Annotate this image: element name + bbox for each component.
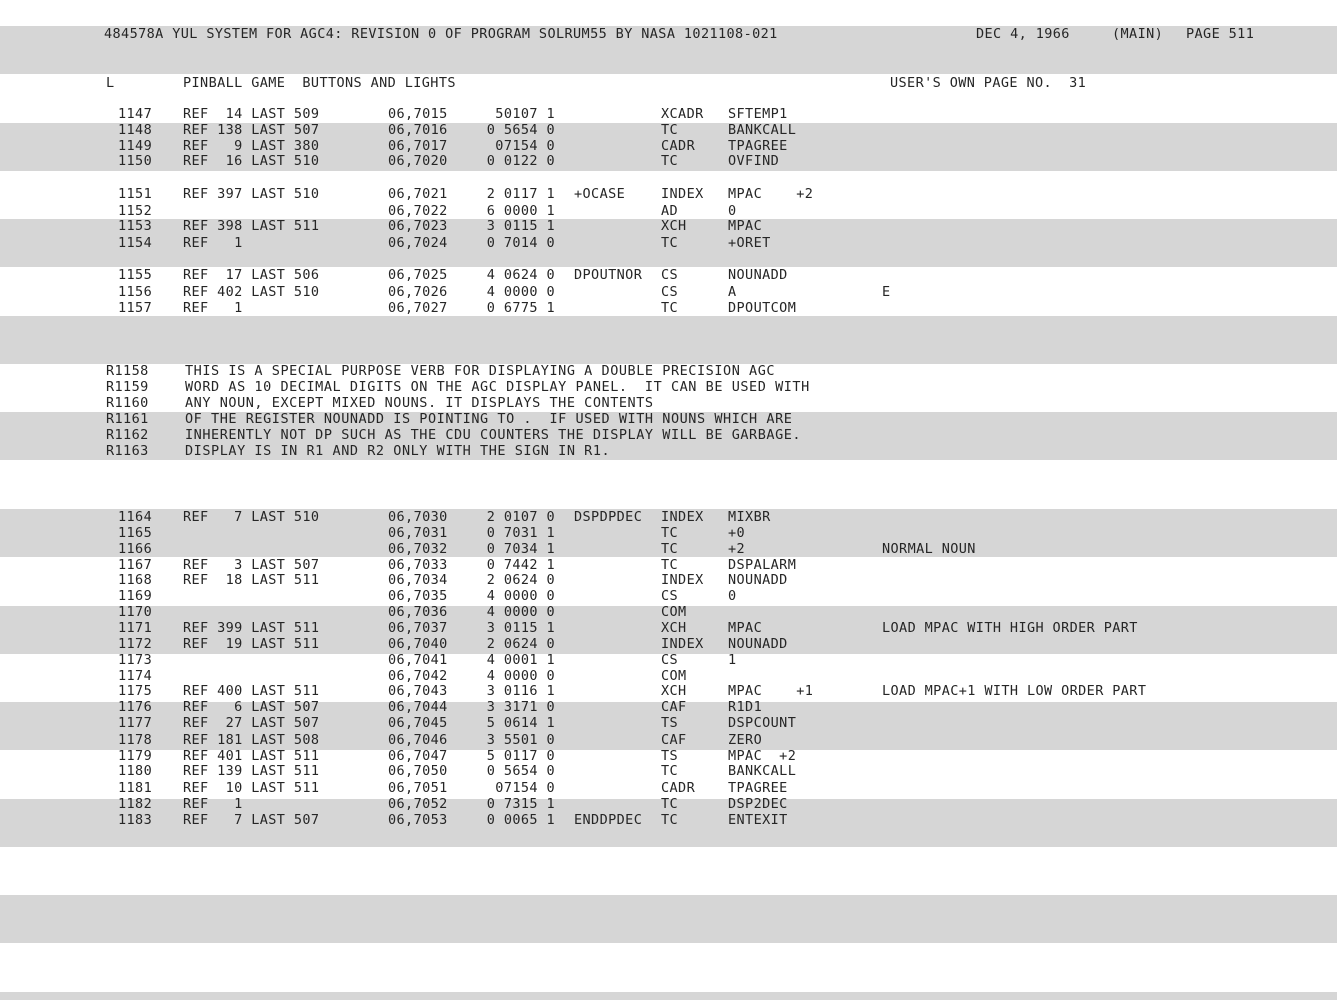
comment-number: R1163 xyxy=(106,443,149,459)
line-number: 1153 xyxy=(118,218,153,234)
subheader-title: PINBALL GAME BUTTONS AND LIGHTS xyxy=(183,75,456,91)
line-number: 1180 xyxy=(118,763,153,779)
opcode: TC xyxy=(661,796,679,812)
address: 06,7050 xyxy=(388,763,448,779)
operand: SFTEMP1 xyxy=(728,106,788,122)
line-number: 1170 xyxy=(118,604,153,620)
ref-column: REF 19 LAST 511 xyxy=(183,636,320,652)
address: 06,7023 xyxy=(388,218,448,234)
comment-text: INHERENTLY NOT DP SUCH AS THE CDU COUNTERS THE DISPLAY WILL BE GARBAGE. xyxy=(185,427,802,443)
address: 06,7025 xyxy=(388,267,448,283)
operand: MIXBR xyxy=(728,509,771,525)
line-number: 1174 xyxy=(118,668,153,684)
address: 06,7041 xyxy=(388,652,448,668)
comment-text: DISPLAY IS IN R1 AND R2 ONLY WITH THE SIGN IN R1. xyxy=(185,443,611,459)
comment-text: THIS IS A SPECIAL PURPOSE VERB FOR DISPLAYING A DOUBLE PRECISION AGC xyxy=(185,363,776,379)
opcode: TC xyxy=(661,235,679,251)
operand: NOUNADD xyxy=(728,636,788,652)
line-number: 1181 xyxy=(118,780,153,796)
opcode: CAF xyxy=(661,699,687,715)
ref-column: REF 16 LAST 510 xyxy=(183,153,320,169)
octal-code: 0 5654 0 xyxy=(486,763,555,779)
opcode: TC xyxy=(661,557,679,573)
ref-column: REF 9 LAST 380 xyxy=(183,138,320,154)
label: ENDDPDEC xyxy=(574,812,643,828)
header-page: PAGE 511 xyxy=(1186,26,1255,42)
octal-code: 0 7031 1 xyxy=(486,525,555,541)
line-number: 1155 xyxy=(118,267,153,283)
ref-column: REF 1 xyxy=(183,796,243,812)
line-number: 1152 xyxy=(118,203,153,219)
address: 06,7040 xyxy=(388,636,448,652)
opcode: XCH xyxy=(661,683,687,699)
paper-band xyxy=(0,895,1337,943)
ref-column: REF 181 LAST 508 xyxy=(183,732,320,748)
operand: ENTEXIT xyxy=(728,812,788,828)
line-number: 1166 xyxy=(118,541,153,557)
operand: 0 xyxy=(728,203,737,219)
line-number: 1169 xyxy=(118,588,153,604)
opcode: CS xyxy=(661,652,679,668)
operand: BANKCALL xyxy=(728,763,797,779)
line-number: 1175 xyxy=(118,683,153,699)
annotation: LOAD MPAC+1 WITH LOW ORDER PART xyxy=(882,683,1147,699)
comment-text: WORD AS 10 DECIMAL DIGITS ON THE AGC DISPLAY PANEL. IT CAN BE USED WITH xyxy=(185,379,810,395)
subheader-mark: L xyxy=(106,75,115,91)
line-number: 1156 xyxy=(118,284,153,300)
octal-code: 2 0107 0 xyxy=(486,509,555,525)
octal-code: 4 0000 0 xyxy=(486,604,555,620)
line-number: 1149 xyxy=(118,138,153,154)
opcode: CADR xyxy=(661,138,696,154)
opcode: COM xyxy=(661,604,687,620)
ref-column: REF 1 xyxy=(183,235,243,251)
ref-column: REF 399 LAST 511 xyxy=(183,620,320,636)
address: 06,7034 xyxy=(388,572,448,588)
operand: TPAGREE xyxy=(728,780,788,796)
line-number: 1179 xyxy=(118,748,153,764)
annotation: NORMAL NOUN xyxy=(882,541,976,557)
operand: MPAC +1 xyxy=(728,683,814,699)
operand: MPAC xyxy=(728,620,763,636)
ref-column: REF 6 LAST 507 xyxy=(183,699,320,715)
opcode: TC xyxy=(661,153,679,169)
comment-number: R1162 xyxy=(106,427,149,443)
octal-code: 2 0624 0 xyxy=(486,636,555,652)
octal-code: 6 0000 1 xyxy=(486,203,555,219)
opcode: XCADR xyxy=(661,106,704,122)
opcode: TS xyxy=(661,748,679,764)
paper-band xyxy=(0,992,1337,1000)
comment-number: R1158 xyxy=(106,363,149,379)
octal-code: 0 0122 0 xyxy=(486,153,555,169)
octal-code: 2 0117 1 xyxy=(486,186,555,202)
octal-code: 4 0624 0 xyxy=(486,267,555,283)
octal-code: 4 0001 1 xyxy=(486,652,555,668)
octal-code: 3 0115 1 xyxy=(486,218,555,234)
opcode: INDEX xyxy=(661,636,704,652)
ref-column: REF 398 LAST 511 xyxy=(183,218,320,234)
comment-text: OF THE REGISTER NOUNADD IS POINTING TO . IF USED WITH NOUNS WHICH ARE xyxy=(185,411,793,427)
ref-column: REF 10 LAST 511 xyxy=(183,780,320,796)
octal-code: 5 0117 0 xyxy=(486,748,555,764)
line-number: 1157 xyxy=(118,300,153,316)
line-number: 1151 xyxy=(118,186,153,202)
operand: DSPCOUNT xyxy=(728,715,797,731)
annotation: LOAD MPAC WITH HIGH ORDER PART xyxy=(882,620,1138,636)
ref-column: REF 27 LAST 507 xyxy=(183,715,320,731)
address: 06,7043 xyxy=(388,683,448,699)
address: 06,7026 xyxy=(388,284,448,300)
header-date: DEC 4, 1966 xyxy=(976,26,1070,42)
label: +OCASE xyxy=(574,186,626,202)
line-number: 1154 xyxy=(118,235,153,251)
line-number: 1150 xyxy=(118,153,153,169)
address: 06,7017 xyxy=(388,138,448,154)
address: 06,7037 xyxy=(388,620,448,636)
operand: DSPALARM xyxy=(728,557,797,573)
octal-code: 4 0000 0 xyxy=(486,284,555,300)
address: 06,7022 xyxy=(388,203,448,219)
operand: TPAGREE xyxy=(728,138,788,154)
opcode: AD xyxy=(661,203,679,219)
address: 06,7042 xyxy=(388,668,448,684)
opcode: INDEX xyxy=(661,572,704,588)
operand: +ORET xyxy=(728,235,771,251)
line-number: 1171 xyxy=(118,620,153,636)
operand: +0 xyxy=(728,525,746,541)
octal-code: 0 0065 1 xyxy=(486,812,555,828)
header-title: 484578A YUL SYSTEM FOR AGC4: REVISION 0 OF PROGRAM SOLRUM55 BY NASA 1021108-021 xyxy=(104,26,778,42)
opcode: TC xyxy=(661,812,679,828)
ref-column: REF 139 LAST 511 xyxy=(183,763,320,779)
octal-code: 5 0614 1 xyxy=(486,715,555,731)
line-number: 1147 xyxy=(118,106,153,122)
ref-column: REF 401 LAST 511 xyxy=(183,748,320,764)
label: DPOUTNOR xyxy=(574,267,643,283)
address: 06,7020 xyxy=(388,153,448,169)
ref-column: REF 1 xyxy=(183,300,243,316)
opcode: CAF xyxy=(661,732,687,748)
octal-code: 3 0116 1 xyxy=(486,683,555,699)
operand: NOUNADD xyxy=(728,572,788,588)
comment-number: R1161 xyxy=(106,411,149,427)
ref-column: REF 7 LAST 510 xyxy=(183,509,320,525)
operand: NOUNADD xyxy=(728,267,788,283)
line-number: 1148 xyxy=(118,122,153,138)
line-number: 1173 xyxy=(118,652,153,668)
opcode: CS xyxy=(661,284,679,300)
opcode: XCH xyxy=(661,620,687,636)
address: 06,7031 xyxy=(388,525,448,541)
octal-code: 0 7315 1 xyxy=(486,796,555,812)
ref-column: REF 138 LAST 507 xyxy=(183,122,320,138)
line-number: 1178 xyxy=(118,732,153,748)
ref-column: REF 3 LAST 507 xyxy=(183,557,320,573)
address: 06,7030 xyxy=(388,509,448,525)
octal-code: 0 7014 0 xyxy=(486,235,555,251)
comment-number: R1160 xyxy=(106,395,149,411)
opcode: TC xyxy=(661,541,679,557)
opcode: CS xyxy=(661,267,679,283)
address: 06,7052 xyxy=(388,796,448,812)
ref-column: REF 14 LAST 509 xyxy=(183,106,320,122)
opcode: TC xyxy=(661,300,679,316)
ref-column: REF 397 LAST 510 xyxy=(183,186,320,202)
label: DSPDPDEC xyxy=(574,509,643,525)
operand: BANKCALL xyxy=(728,122,797,138)
address: 06,7051 xyxy=(388,780,448,796)
opcode: TC xyxy=(661,763,679,779)
address: 06,7015 xyxy=(388,106,448,122)
octal-code: 3 3171 0 xyxy=(486,699,555,715)
address: 06,7045 xyxy=(388,715,448,731)
address: 06,7035 xyxy=(388,588,448,604)
line-number: 1165 xyxy=(118,525,153,541)
header-main: (MAIN) xyxy=(1112,26,1164,42)
address: 06,7047 xyxy=(388,748,448,764)
opcode: XCH xyxy=(661,218,687,234)
octal-code: 07154 0 xyxy=(495,138,555,154)
operand: A xyxy=(728,284,737,300)
line-number: 1172 xyxy=(118,636,153,652)
address: 06,7032 xyxy=(388,541,448,557)
octal-code: 0 7442 1 xyxy=(486,557,555,573)
operand: ZERO xyxy=(728,732,763,748)
operand: MPAC +2 xyxy=(728,186,814,202)
address: 06,7044 xyxy=(388,699,448,715)
octal-code: 50107 1 xyxy=(495,106,555,122)
octal-code: 0 7034 1 xyxy=(486,541,555,557)
address: 06,7036 xyxy=(388,604,448,620)
opcode: INDEX xyxy=(661,186,704,202)
opcode: TS xyxy=(661,715,679,731)
address: 06,7024 xyxy=(388,235,448,251)
operand: MPAC +2 xyxy=(728,748,797,764)
annotation: E xyxy=(882,284,891,300)
operand: OVFIND xyxy=(728,153,780,169)
line-number: 1182 xyxy=(118,796,153,812)
opcode: COM xyxy=(661,668,687,684)
octal-code: 0 5654 0 xyxy=(486,122,555,138)
address: 06,7016 xyxy=(388,122,448,138)
line-number: 1168 xyxy=(118,572,153,588)
ref-column: REF 402 LAST 510 xyxy=(183,284,320,300)
opcode: TC xyxy=(661,122,679,138)
address: 06,7046 xyxy=(388,732,448,748)
operand: MPAC xyxy=(728,218,763,234)
opcode: CADR xyxy=(661,780,696,796)
octal-code: 3 5501 0 xyxy=(486,732,555,748)
paper-band xyxy=(0,316,1337,364)
octal-code: 3 0115 1 xyxy=(486,620,555,636)
ref-column: REF 17 LAST 506 xyxy=(183,267,320,283)
opcode: INDEX xyxy=(661,509,704,525)
octal-code: 2 0624 0 xyxy=(486,572,555,588)
address: 06,7027 xyxy=(388,300,448,316)
ref-column: REF 18 LAST 511 xyxy=(183,572,320,588)
line-number: 1183 xyxy=(118,812,153,828)
opcode: TC xyxy=(661,525,679,541)
subheader-page: USER'S OWN PAGE NO. 31 xyxy=(890,75,1087,91)
address: 06,7021 xyxy=(388,186,448,202)
address: 06,7053 xyxy=(388,812,448,828)
operand: 0 xyxy=(728,588,737,604)
operand: +2 xyxy=(728,541,746,557)
octal-code: 4 0000 0 xyxy=(486,668,555,684)
comment-text: ANY NOUN, EXCEPT MIXED NOUNS. IT DISPLAYS THE CONTENTS xyxy=(185,395,654,411)
operand: 1 xyxy=(728,652,737,668)
octal-code: 4 0000 0 xyxy=(486,588,555,604)
operand: R1D1 xyxy=(728,699,763,715)
octal-code: 07154 0 xyxy=(495,780,555,796)
line-number: 1176 xyxy=(118,699,153,715)
line-number: 1167 xyxy=(118,557,153,573)
operand: DPOUTCOM xyxy=(728,300,797,316)
comment-number: R1159 xyxy=(106,379,149,395)
opcode: CS xyxy=(661,588,679,604)
line-number: 1164 xyxy=(118,509,153,525)
address: 06,7033 xyxy=(388,557,448,573)
line-number: 1177 xyxy=(118,715,153,731)
ref-column: REF 7 LAST 507 xyxy=(183,812,320,828)
operand: DSP2DEC xyxy=(728,796,788,812)
ref-column: REF 400 LAST 511 xyxy=(183,683,320,699)
octal-code: 0 6775 1 xyxy=(486,300,555,316)
